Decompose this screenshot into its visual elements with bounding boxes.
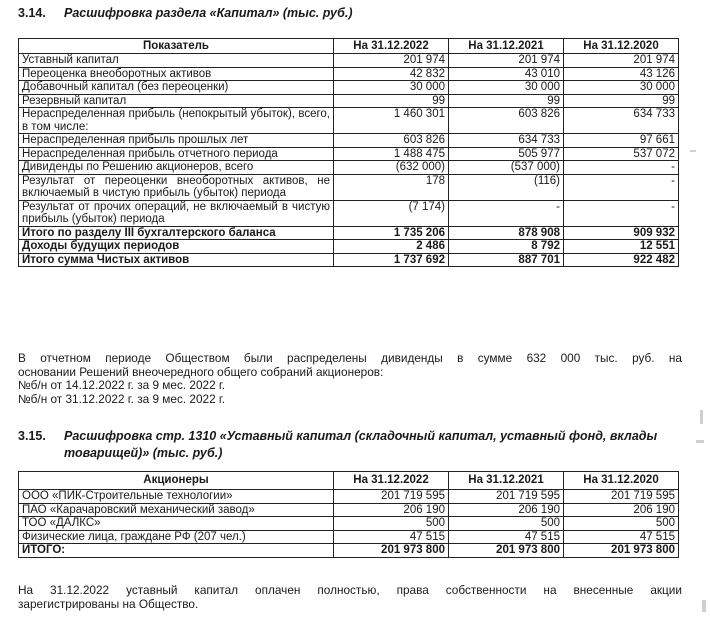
section-number: 3.15. bbox=[18, 429, 46, 443]
cell-value: 2 486 bbox=[334, 240, 449, 254]
row-label: Физические лица, граждане РФ (207 чел.) bbox=[19, 530, 334, 544]
scan-speck bbox=[702, 600, 706, 612]
row-label: Переоценка внеоборотных активов bbox=[19, 67, 334, 81]
paragraph-line: зарегистрированы на Общество. bbox=[18, 596, 199, 611]
table-row bbox=[19, 161, 679, 175]
column-header: На 31.12.2020 bbox=[564, 472, 679, 490]
table-row-total bbox=[19, 544, 679, 558]
cell-value: 634 733 bbox=[564, 108, 679, 134]
cell-value: 500 bbox=[449, 517, 564, 531]
cell-value: - bbox=[564, 200, 679, 226]
cell-value: 201 973 800 bbox=[564, 544, 679, 558]
paid-capital-paragraph bbox=[18, 584, 682, 611]
cell-value: (537 000) bbox=[449, 161, 564, 175]
cell-value: 887 701 bbox=[449, 253, 564, 267]
cell-value: (116) bbox=[449, 174, 564, 200]
cell-value: 47 515 bbox=[334, 530, 449, 544]
cell-value: 43 126 bbox=[564, 67, 679, 81]
cell-value: 30 000 bbox=[449, 81, 564, 95]
cell-value: - bbox=[564, 174, 679, 200]
cell-value: 909 932 bbox=[564, 226, 679, 240]
table-header-row bbox=[19, 472, 679, 490]
row-label: Итого по разделу III бухгалтерского баланса bbox=[19, 226, 334, 240]
cell-value: 878 908 bbox=[449, 226, 564, 240]
cell-value: 47 515 bbox=[449, 530, 564, 544]
table-row-total bbox=[19, 226, 679, 240]
capital-table bbox=[18, 38, 679, 267]
column-header: На 31.12.2021 bbox=[449, 472, 564, 490]
section-heading-3-15 bbox=[18, 428, 698, 462]
cell-value: 201 719 595 bbox=[564, 490, 679, 504]
cell-value: 206 190 bbox=[564, 503, 679, 517]
row-label: Доходы будущих периодов bbox=[19, 240, 334, 254]
cell-value: 1 488 475 bbox=[334, 147, 449, 161]
cell-value: 1 737 692 bbox=[334, 253, 449, 267]
table-row bbox=[19, 530, 679, 544]
cell-value: - bbox=[564, 161, 679, 175]
paragraph-line: В отчетном периоде Обществом были распределены дивиденды в сумме 632 000 тыс. руб. на bbox=[18, 351, 682, 365]
cell-value: 603 826 bbox=[449, 108, 564, 134]
table-row bbox=[19, 94, 679, 108]
cell-value: - bbox=[449, 200, 564, 226]
cell-value: 12 551 bbox=[564, 240, 679, 254]
cell-value: 603 826 bbox=[334, 134, 449, 148]
table-row bbox=[19, 147, 679, 161]
column-header: На 31.12.2022 bbox=[334, 472, 449, 490]
table-row bbox=[19, 67, 679, 81]
cell-value: 505 977 bbox=[449, 147, 564, 161]
scan-speck bbox=[690, 150, 696, 152]
cell-value: 922 482 bbox=[564, 253, 679, 267]
cell-value: 201 974 bbox=[334, 54, 449, 68]
cell-value: 537 072 bbox=[564, 147, 679, 161]
row-label: Нераспределенная прибыль (непокрытый убыток), всего, в том числе: bbox=[19, 108, 334, 134]
paragraph-line: основании Решений внеочередного общего собраний акционеров: bbox=[18, 364, 384, 379]
column-header: На 31.12.2020 bbox=[564, 39, 679, 54]
cell-value: 201 973 800 bbox=[449, 544, 564, 558]
scan-speck bbox=[700, 410, 703, 424]
cell-value: 201 974 bbox=[449, 54, 564, 68]
section-number: 3.14. bbox=[18, 6, 46, 20]
table-row bbox=[19, 240, 679, 254]
share-capital-table bbox=[18, 471, 679, 558]
paragraph-line: №б/н от 31.12.2022 г. за 9 мес. 2022 г. bbox=[18, 391, 226, 406]
cell-value: 178 bbox=[334, 174, 449, 200]
cell-value: (632 000) bbox=[334, 161, 449, 175]
cell-value: 99 bbox=[564, 94, 679, 108]
row-label: Итого сумма Чистых активов bbox=[19, 253, 334, 267]
table-header-row bbox=[19, 39, 679, 54]
cell-value: (7 174) bbox=[334, 200, 449, 226]
cell-value: 206 190 bbox=[334, 503, 449, 517]
table-row bbox=[19, 81, 679, 95]
column-header: Показатель bbox=[19, 39, 334, 54]
dividends-paragraph bbox=[18, 352, 682, 406]
row-label: Уставный капитал bbox=[19, 54, 334, 68]
cell-value: 201 719 595 bbox=[449, 490, 564, 504]
column-header: Акционеры bbox=[19, 472, 334, 490]
cell-value: 1 735 206 bbox=[334, 226, 449, 240]
table-row bbox=[19, 134, 679, 148]
row-label: Результат от переоценки внеоборотных активов, не включаемый в чистую прибыль (убыток) периода bbox=[19, 174, 334, 200]
section-heading-3-14 bbox=[18, 5, 698, 21]
row-label: Нераспределенная прибыль отчетного периода bbox=[19, 147, 334, 161]
column-header: На 31.12.2021 bbox=[449, 39, 564, 54]
cell-value: 47 515 bbox=[564, 530, 679, 544]
cell-value: 201 974 bbox=[564, 54, 679, 68]
table-row bbox=[19, 54, 679, 68]
scan-speck bbox=[696, 440, 704, 443]
cell-value: 201 973 800 bbox=[334, 544, 449, 558]
cell-value: 99 bbox=[334, 94, 449, 108]
row-label: ООО «ПИК-Строительные технологии» bbox=[19, 490, 334, 504]
paragraph-line: №б/н от 14.12.2022 г. за 9 мес. 2022 г. bbox=[18, 378, 226, 392]
table-row bbox=[19, 503, 679, 517]
table-row bbox=[19, 490, 679, 504]
cell-value: 1 460 301 bbox=[334, 108, 449, 134]
cell-value: 42 832 bbox=[334, 67, 449, 81]
table-row bbox=[19, 108, 679, 134]
row-label: ПАО «Карачаровский механический завод» bbox=[19, 503, 334, 517]
column-header: На 31.12.2022 bbox=[334, 39, 449, 54]
table-row bbox=[19, 174, 679, 200]
cell-value: 30 000 bbox=[564, 81, 679, 95]
cell-value: 30 000 bbox=[334, 81, 449, 95]
row-label: ИТОГО: bbox=[19, 544, 334, 558]
cell-value: 99 bbox=[449, 94, 564, 108]
cell-value: 500 bbox=[564, 517, 679, 531]
row-label: Результат от прочих операций, не включаемый в чистую прибыль (убыток) периода bbox=[19, 200, 334, 226]
row-label: Добавочный капитал (без переоценки) bbox=[19, 81, 334, 95]
row-label: ТОО «ДАЛКС» bbox=[19, 517, 334, 531]
cell-value: 201 719 595 bbox=[334, 490, 449, 504]
table-row bbox=[19, 517, 679, 531]
section-title: Расшифровка стр. 1310 «Уставный капитал (складочный капитал, уставный фонд, вклады товарищей)» (тыс. руб.) bbox=[64, 429, 658, 460]
cell-value: 206 190 bbox=[449, 503, 564, 517]
table-row bbox=[19, 200, 679, 226]
paragraph-line: На 31.12.2022 уставный капитал оплачен полностью, права собственности на внесенные акции bbox=[18, 583, 682, 597]
section-title: Расшифровка раздела «Капитал» (тыс. руб.) bbox=[64, 6, 353, 20]
row-label: Резервный капитал bbox=[19, 94, 334, 108]
cell-value: 97 661 bbox=[564, 134, 679, 148]
row-label: Нераспределенная прибыль прошлых лет bbox=[19, 134, 334, 148]
row-label: Дивиденды по Решению акционеров, всего bbox=[19, 161, 334, 175]
table-row-total bbox=[19, 253, 679, 267]
cell-value: 43 010 bbox=[449, 67, 564, 81]
cell-value: 8 792 bbox=[449, 240, 564, 254]
cell-value: 634 733 bbox=[449, 134, 564, 148]
cell-value: 500 bbox=[334, 517, 449, 531]
